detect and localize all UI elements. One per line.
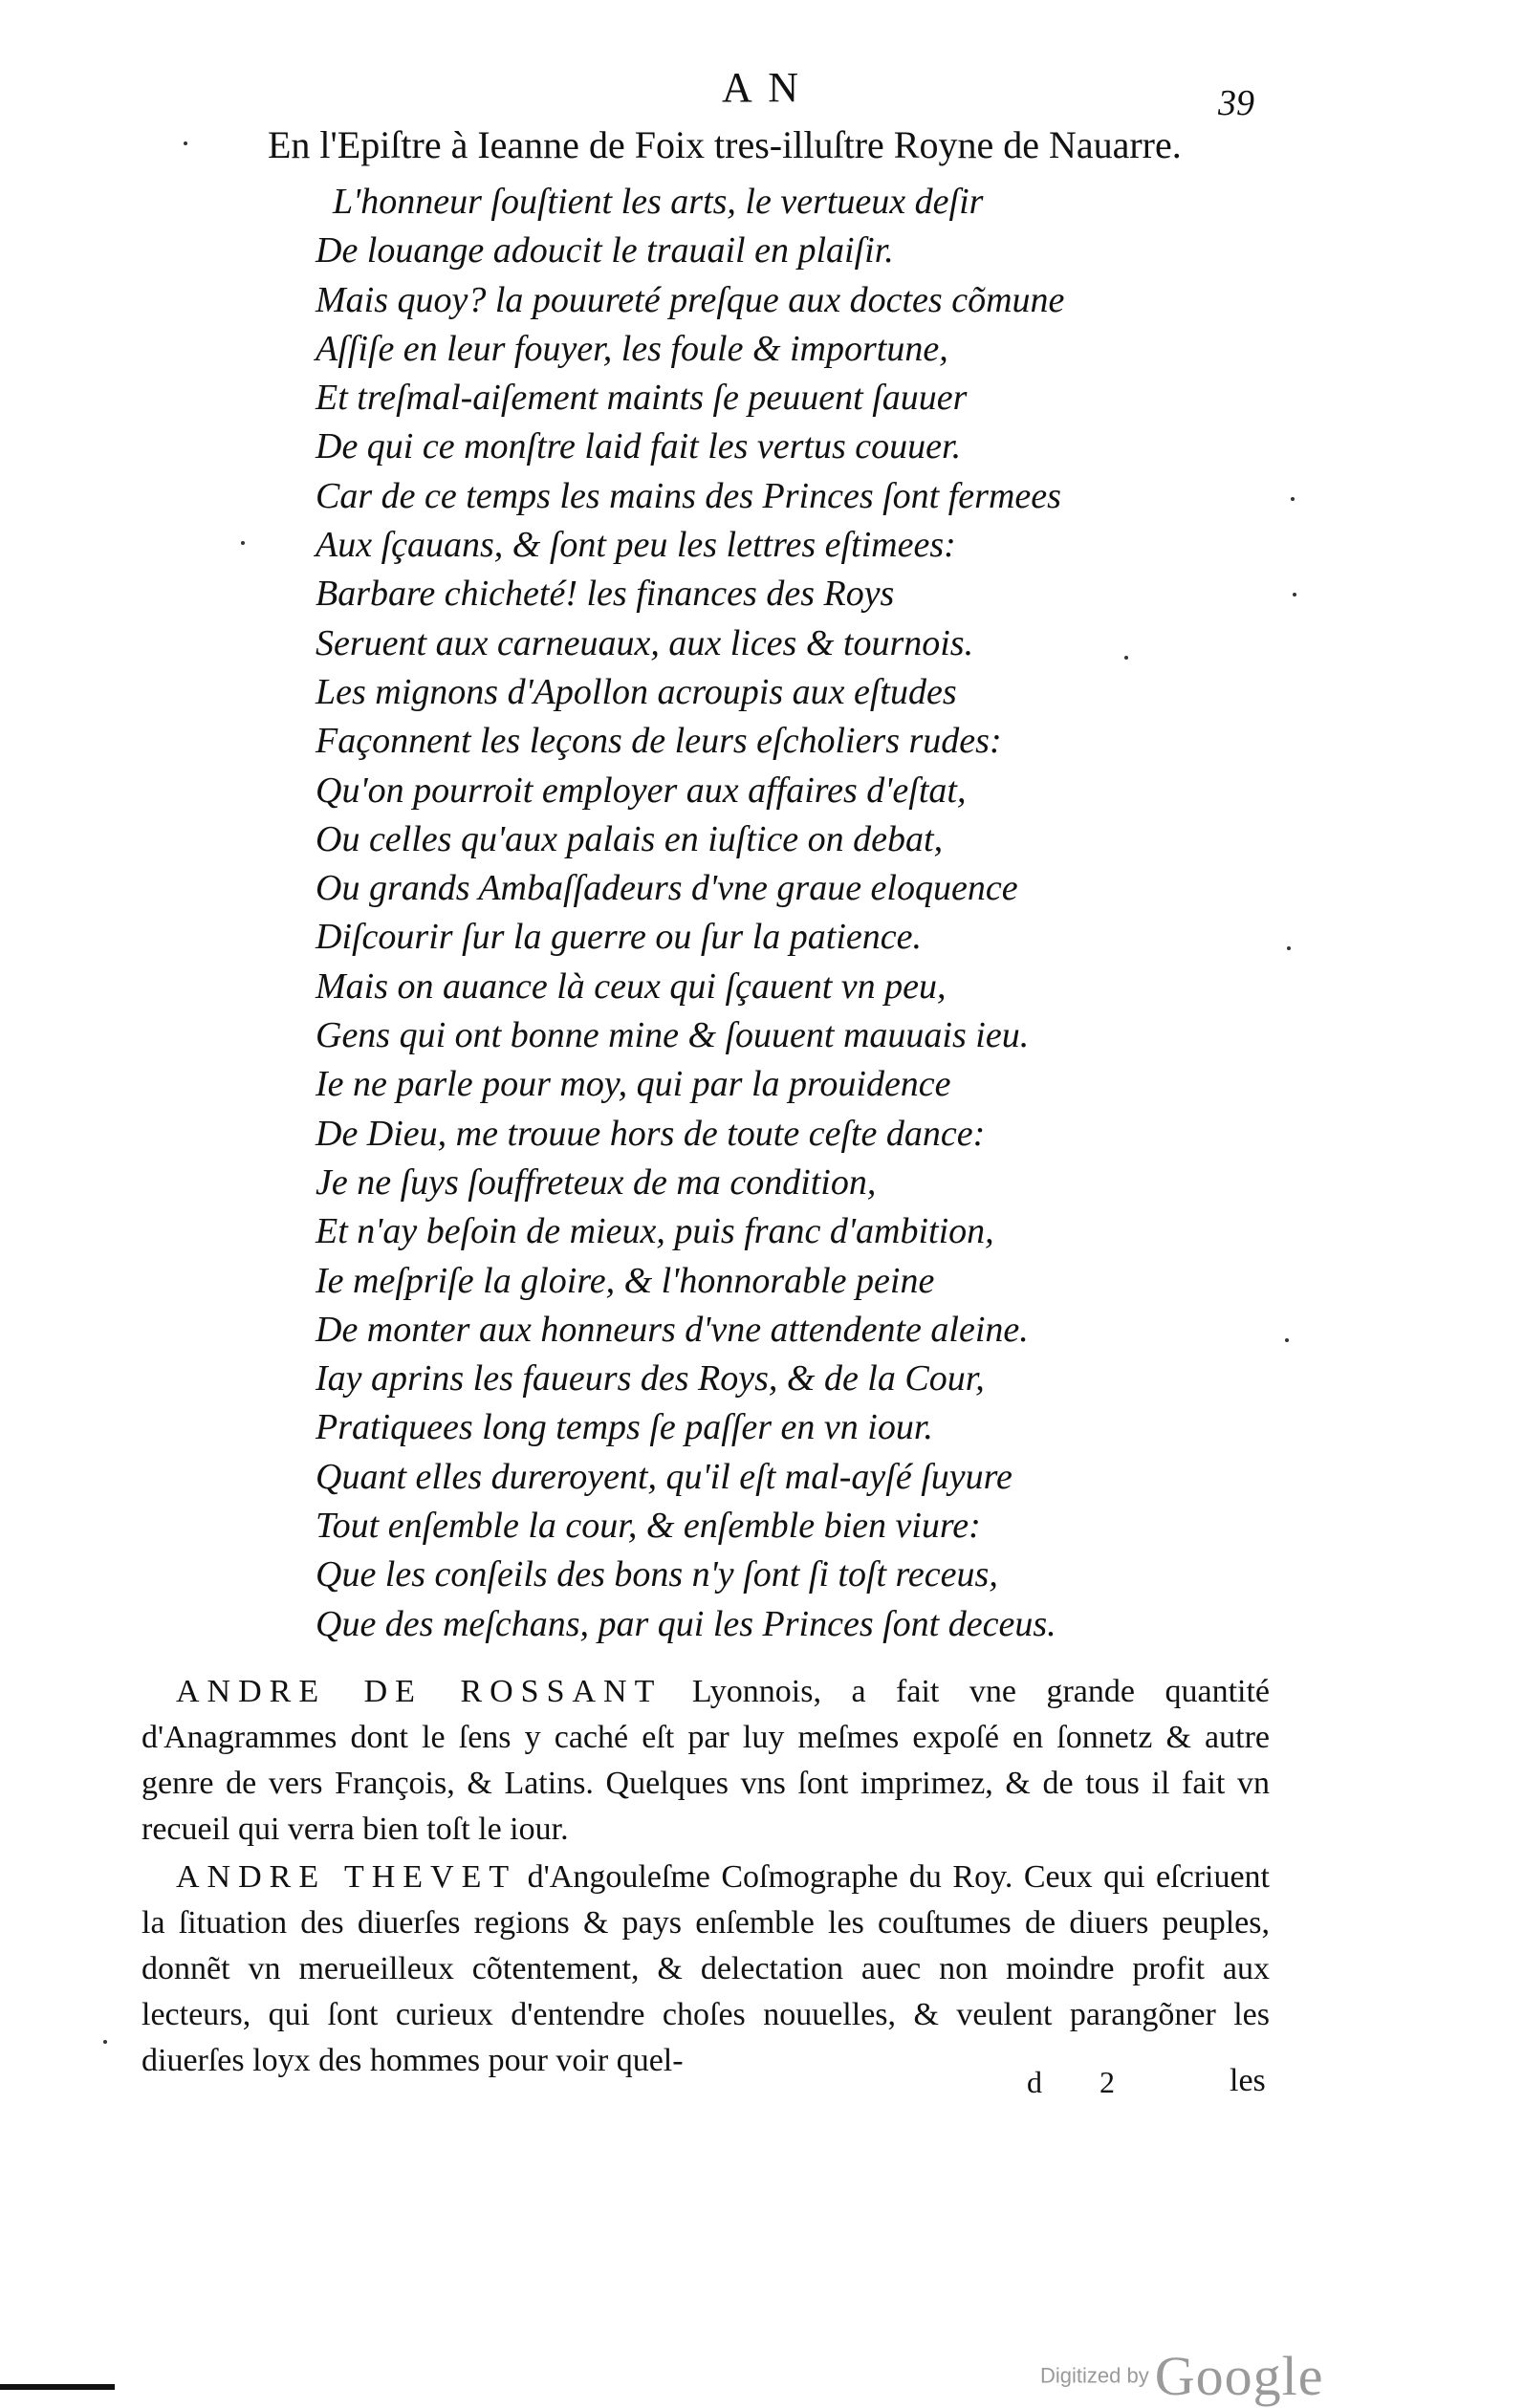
- poem-line: Car de ce temps les mains des Princes ſont fermees: [316, 475, 1061, 516]
- entry-name: ANDRE THEVET: [176, 1859, 517, 1895]
- poem-line: Que les conſeils des bons n'y ſont ſi toſt receus,: [316, 1554, 998, 1595]
- poem-line: De louange adoucit le trauail en plaiſir.: [316, 230, 894, 271]
- poem-line: Je ne ſuys ſouffreteux de ma condition,: [316, 1161, 877, 1203]
- poem-line: Aux ſçauans, & ſont peu les lettres eſtimees:: [316, 525, 956, 566]
- watermark-brand: Google: [1154, 2345, 1324, 2407]
- poem-line: De monter aux honneurs d'vne attendente aleine.: [316, 1309, 1029, 1350]
- poem-line: Les mignons d'Apollon acroupis aux eſtudes: [316, 671, 957, 712]
- margin-speck: [103, 2040, 107, 2044]
- poem-line: Tout enſemble la cour, & enſemble bien viure:: [316, 1506, 981, 1547]
- page-number: 39: [1218, 83, 1254, 123]
- poem-line: De qui ce monſtre laid fait les vertus couuer.: [316, 426, 962, 467]
- poem-line: L'honneur ſouſtient les arts, le vertueux deſir: [333, 182, 984, 222]
- poem-line: Ou celles qu'aux palais en iuſtice on debat,: [316, 818, 944, 859]
- entry-paragraph: [142, 1855, 1270, 2084]
- poem-line: Aſſiſe en leur fouyer, les foule & importune,: [316, 328, 948, 369]
- poem-line: Façonnent les leçons de leurs eſcholiers rudes:: [316, 721, 1002, 762]
- entry-name: ANDRE DE ROSSANT: [176, 1674, 663, 1709]
- poem-line: Seruent aux carneuaux, aux lices & tournois.: [316, 622, 974, 663]
- poem-line: Gens qui ont bonne mine & ſouuent mauuais ieu.: [316, 1015, 1030, 1056]
- poem-line: Iay aprins les faueurs des Roys, & de la Cour,: [316, 1358, 985, 1399]
- signature-mark: d 2: [1027, 2065, 1140, 2099]
- catchword: les: [1230, 2063, 1266, 2098]
- epistle-title: En l'Epiſtre à Ieanne de Foix tres-illuſtre Royne de Nauarre.: [268, 123, 1182, 166]
- poem-line: Ou grands Ambaſſadeurs d'vne graue eloquence: [316, 868, 1018, 909]
- margin-speck: [1293, 593, 1296, 597]
- poem-line: Et n'ay beſoin de mieux, puis franc d'ambition,: [316, 1211, 994, 1252]
- margin-speck: [1285, 1338, 1289, 1342]
- poem-line: De Dieu, me trouue hors de toute ceſte dance:: [316, 1113, 986, 1154]
- poem-line: Qu'on pourroit employer aux affaires d'eſtat,: [316, 770, 967, 811]
- running-head: A N: [721, 64, 803, 111]
- margin-speck: [1124, 656, 1128, 660]
- poem-line: Que des meſchans, par qui les Princes ſont deceus.: [316, 1603, 1056, 1644]
- poem-line: Ie ne parle pour moy, qui par la prouidence: [316, 1064, 951, 1105]
- poem-line: Et treſmal-aiſement maints ſe peuuent ſauuer: [316, 378, 968, 419]
- margin-speck: [241, 541, 245, 545]
- poem: [316, 178, 1195, 1649]
- margin-speck: [184, 141, 187, 145]
- entry-text: Lyonnois, a fait vne grande quantité d'Anagrammes dont le ſens y caché eſt par luy meſmes expoſé en ſonnetz & autre genre de vers François, & Latins. Quelques vns ſont imprimez, & de tous il fait vn recueil qui verra bien toſt le iour.: [142, 1674, 1270, 1847]
- entry-andre-de-rossant: [142, 1669, 1270, 1853]
- scan-edge-rule: [0, 2384, 115, 2390]
- poem-line: Diſcourir ſur la guerre ou ſur la patience.: [316, 917, 922, 958]
- entry-paragraph: [142, 1669, 1270, 1853]
- poem-line: Mais on auance là ceux qui ſçauent vn peu,: [316, 965, 947, 1007]
- poem-line: Pratiquees long temps ſe paſſer en vn iour.: [316, 1407, 933, 1448]
- poem-line: Ie meſpriſe la gloire, & l'honnorable peine: [316, 1260, 935, 1301]
- margin-speck: [1291, 497, 1295, 501]
- poem-line: Mais quoy? la pouureté preſque aux doctes cõmune: [316, 279, 1065, 320]
- poem-line: Barbare chicheté! les finances des Roys: [316, 574, 895, 615]
- entry-andre-thevet: [142, 1855, 1270, 2084]
- entry-text: d'Angouleſme Coſmographe du Roy. Ceux qui eſcriuent la ſituation des diuerſes regions & pays enſemble les couſtumes de diuers peuples, donnẽt vn merueilleux cõtentement, & delectation auec non moindre profit aux lecteurs, qui ſont curieux d'entendre choſes nouuelles, & veulent parangõner les diuerſes loyx des hommes pour voir quel-: [142, 1859, 1270, 2078]
- watermark-prefix: Digitized by: [1040, 2363, 1149, 2388]
- poem-line: Quant elles dureroyent, qu'il eſt mal-ayſé ſuyure: [316, 1456, 1012, 1497]
- digitized-watermark: [1040, 2344, 1323, 2408]
- margin-speck: [1287, 946, 1291, 950]
